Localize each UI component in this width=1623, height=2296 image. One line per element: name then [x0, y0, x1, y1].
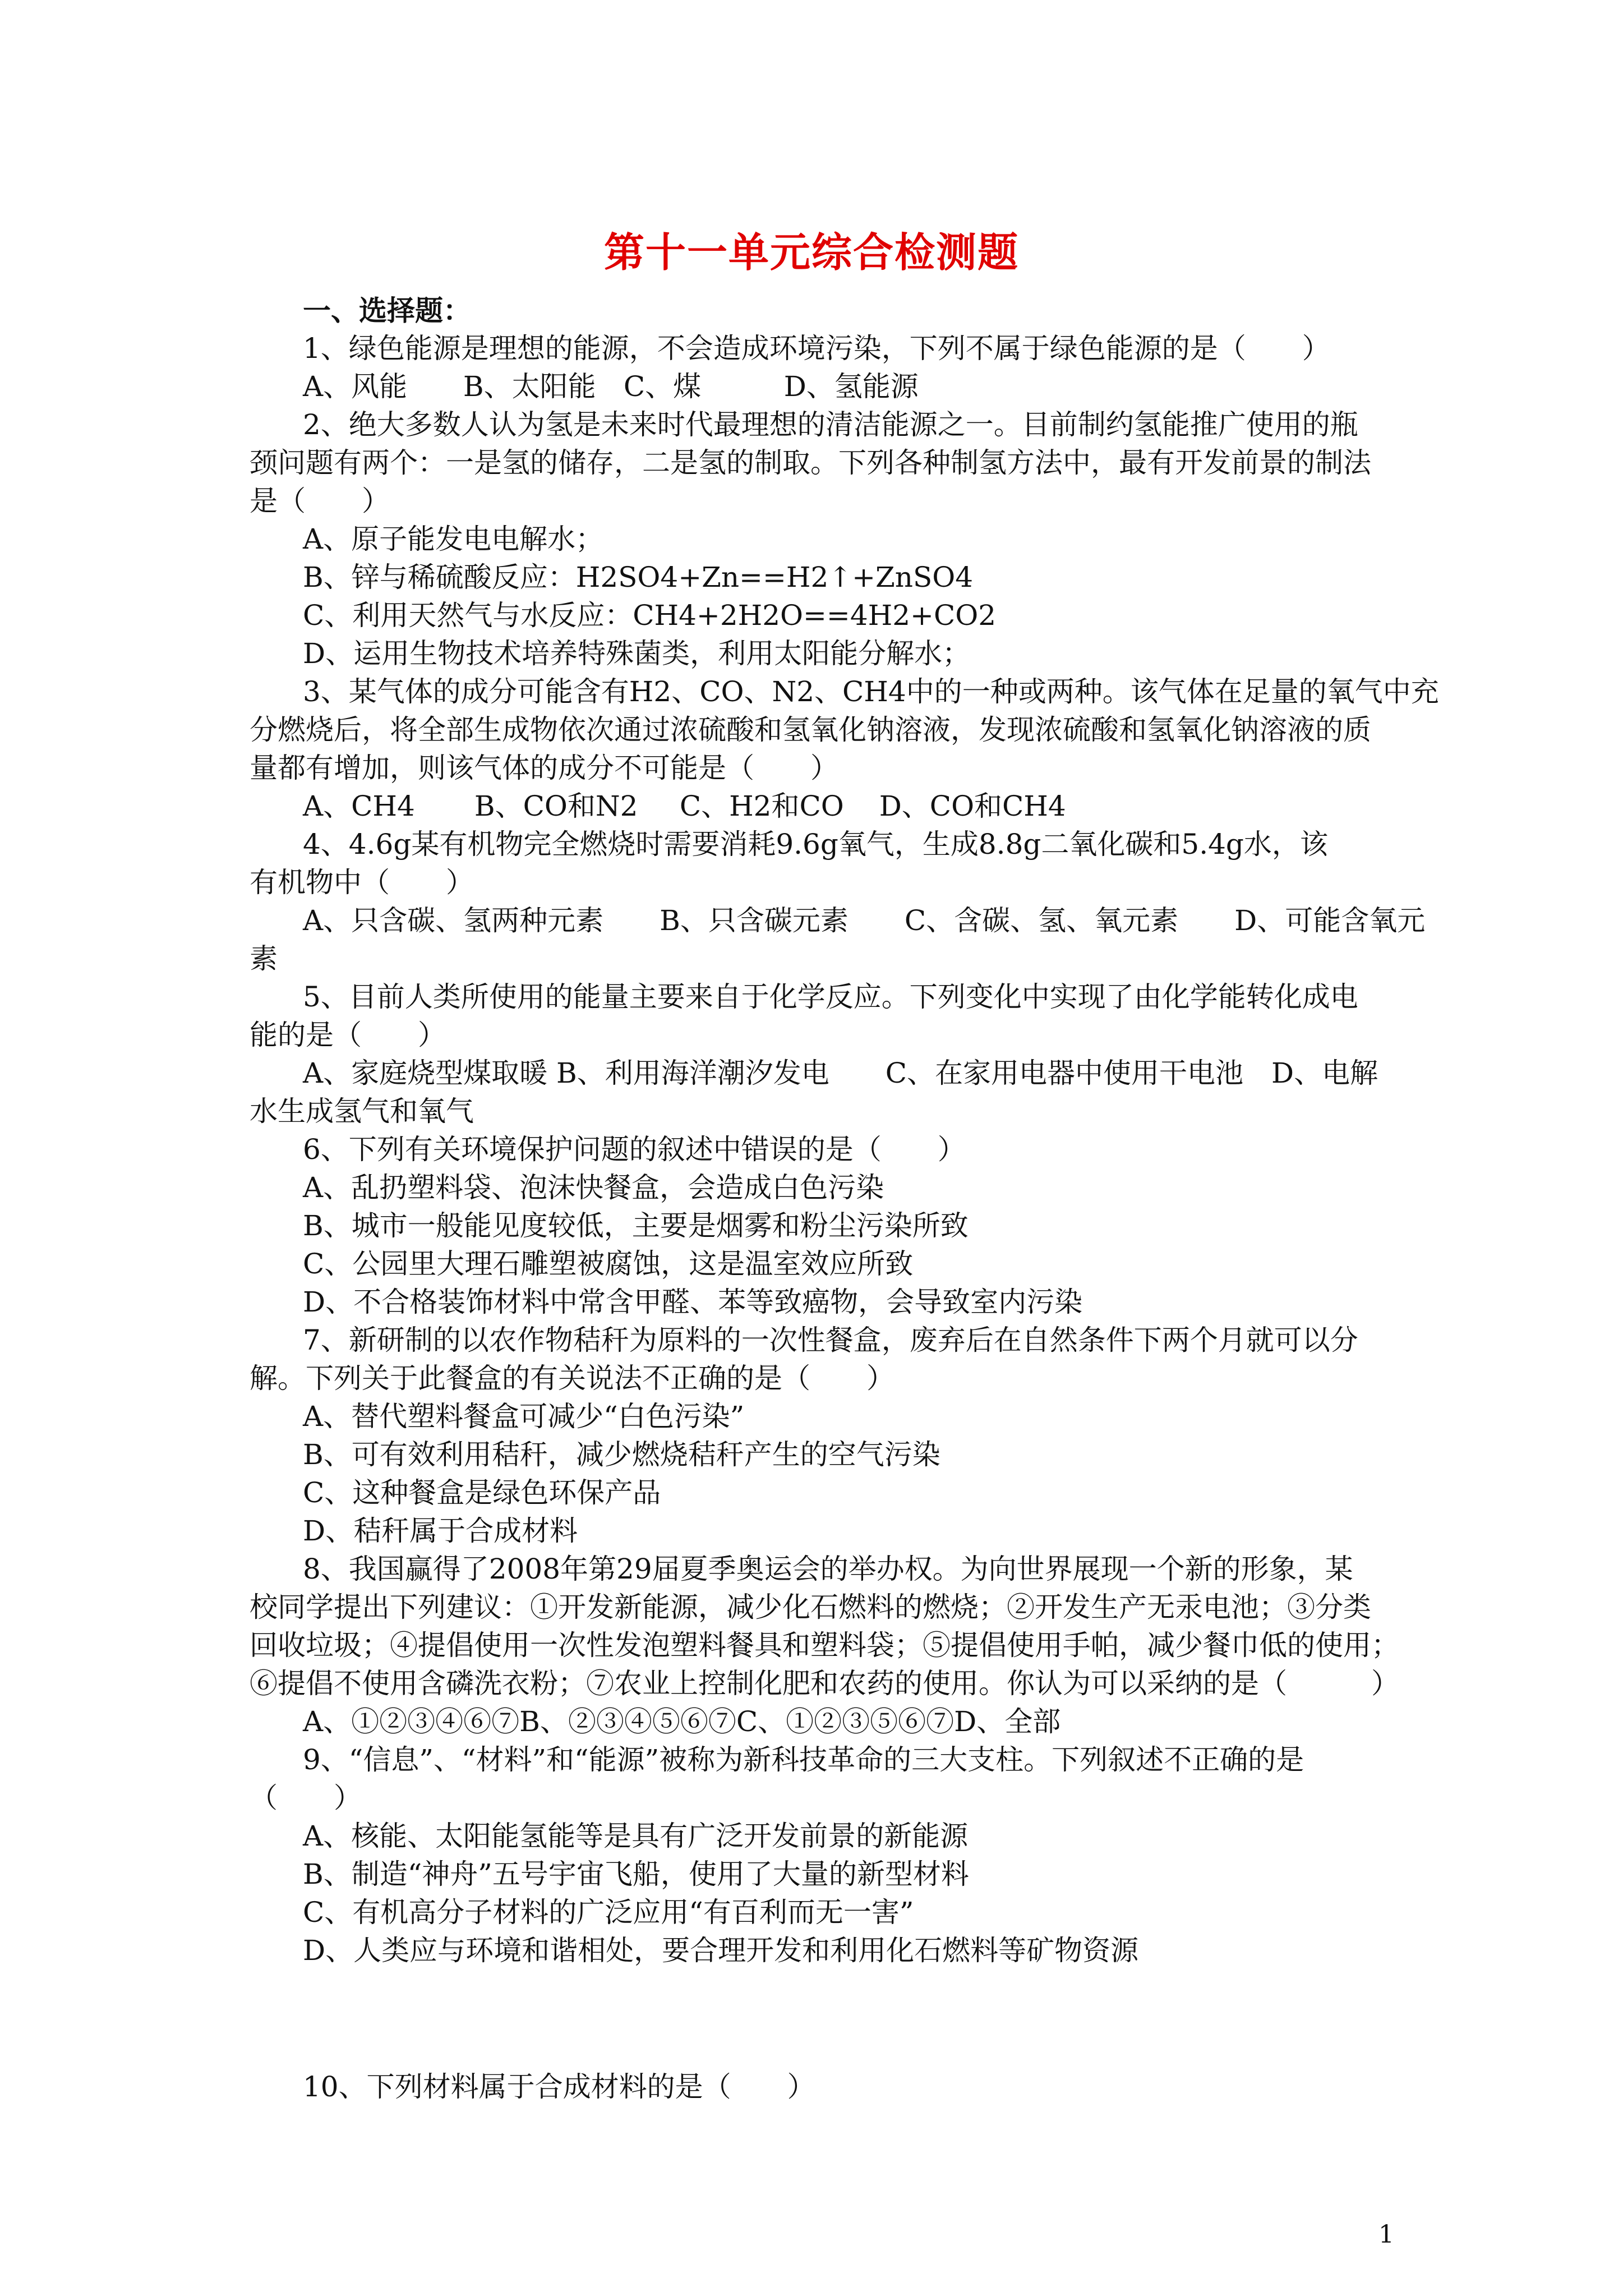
- q1-option-a: A、风能: [303, 370, 408, 403]
- q9-option-d: D、人类应与环境和谐相处，要合理开发和利用化石燃料等矿物资源: [303, 1934, 1139, 1967]
- question-8-line-3: 回收垃圾；④提倡使用一次性发泡塑料餐具和塑料袋；⑤提倡使用手帕，减少餐巾低的使用；: [250, 1629, 1399, 1662]
- q9-option-a: A、核能、太阳能氢能等是具有广泛开发前景的新能源: [303, 1820, 969, 1852]
- q6-option-d: D、不合格装饰材料中常含甲醛、苯等致癌物，会导致室内污染: [303, 1286, 1083, 1318]
- question-3-options: [303, 787, 1458, 825]
- question-4-options: A、只含碳、氢两种元素 B、只含碳元素 C、含碳、氢、氧元素 D、可能含氧元: [303, 904, 1426, 937]
- question-8-options: A、①②③④⑥⑦B、②③④⑤⑥⑦C、①②③⑤⑥⑦D、全部: [303, 1705, 1061, 1738]
- q7-option-d: D、秸秆属于合成材料: [303, 1515, 578, 1547]
- q3-option-b: B、CO和N2: [474, 790, 638, 822]
- question-2-line-2: 颈问题有两个：一是氢的储存，二是氢的制取。下列各种制氢方法中，最有开发前景的制法: [250, 447, 1371, 479]
- q6-option-c: C、公园里大理石雕塑被腐蚀，这是温室效应所致: [303, 1248, 914, 1280]
- document-title: 第十一单元综合检测题: [603, 228, 1019, 276]
- q9-option-c: C、有机高分子材料的广泛应用“有百利而无一害”: [303, 1896, 914, 1929]
- question-5-options-cont: 水生成氢气和氧气: [250, 1095, 474, 1128]
- question-5-line-1: 5、目前人类所使用的能量主要来自于化学反应。下列变化中实现了由化学能转化成电: [303, 981, 1358, 1013]
- q2-option-b: B、锌与稀硫酸反应：H2SO4+Zn==H2↑+ZnSO4: [303, 561, 974, 593]
- question-1-stem: 1、绿色能源是理想的能源，不会造成环境污染，下列不属于绿色能源的是（ ）: [303, 332, 1330, 365]
- section-heading: 一、选择题：: [303, 294, 471, 327]
- q2-option-a: A、原子能发电电解水；: [303, 523, 604, 555]
- question-3-line-1: 3、某气体的成分可能含有H2、CO、N2、CH4中的一种或两种。该气体在足量的氧气中充: [303, 675, 1439, 708]
- question-5-options: A、家庭烧型煤取暖 B、利用海洋潮汐发电 C、在家用电器中使用干电池 D、电解: [303, 1057, 1378, 1089]
- question-9-line-1: 9、“信息”、“材料”和“能源”被称为新科技革命的三大支柱。下列叙述不正确的是: [303, 1743, 1304, 1776]
- question-4-options-cont: 素: [250, 942, 278, 975]
- question-8-line-1: 8、我国赢得了2008年第29届夏季奥运会的举办权。为向世界展现一个新的形象，某: [303, 1553, 1353, 1585]
- q7-option-c: C、这种餐盒是绿色环保产品: [303, 1476, 661, 1509]
- question-4-line-2: 有机物中（ ）: [250, 866, 474, 899]
- question-1-options: [303, 367, 1458, 406]
- question-7-line-2: 解。下列关于此餐盒的有关说法不正确的是（ ）: [250, 1362, 895, 1395]
- q7-option-b: B、可有效利用秸秆，减少燃烧秸秆产生的空气污染: [303, 1438, 940, 1471]
- question-8-line-2: 校同学提出下列建议：①开发新能源，减少化石燃料的燃烧；②开发生产无汞电池；③分类: [250, 1591, 1371, 1623]
- q3-option-c: C、H2和CO: [679, 790, 844, 822]
- question-8-line-4: ⑥提倡不使用含磷洗衣粉；⑦农业上控制化肥和农药的使用。你认为可以采纳的是（ ）: [250, 1667, 1399, 1700]
- question-6-stem: 6、下列有关环境保护问题的叙述中错误的是（ ）: [303, 1133, 966, 1166]
- q3-option-d: D、CO和CH4: [879, 790, 1066, 822]
- question-2-line-3: 是（ ）: [250, 485, 390, 517]
- page-number: 1: [1378, 2220, 1394, 2249]
- q3-option-a: A、CH4: [303, 790, 415, 822]
- question-3-line-2: 分燃烧后，将全部生成物依次通过浓硫酸和氢氧化钠溶液，发现浓硫酸和氢氧化钠溶液的质: [250, 714, 1371, 746]
- q1-option-b: B、太阳能: [463, 370, 596, 403]
- q9-option-b: B、制造“神舟”五号宇宙飞船，使用了大量的新型材料: [303, 1858, 969, 1890]
- question-9-line-2: （ ）: [250, 1782, 362, 1814]
- q2-option-d: D、运用生物技术培养特殊菌类，利用太阳能分解水；: [303, 637, 971, 670]
- q7-option-a: A、替代塑料餐盒可减少“白色污染”: [303, 1400, 745, 1433]
- q1-option-c: C、煤: [623, 370, 702, 403]
- question-2-line-1: 2、绝大多数人认为氢是未来时代最理想的清洁能源之一。目前制约氢能推广使用的瓶: [303, 408, 1358, 441]
- question-10-stem: 10、下列材料属于合成材料的是（ ）: [303, 2070, 815, 2103]
- question-4-line-1: 4、4.6g某有机物完全燃烧时需要消耗9.6g氧气，生成8.8g二氧化碳和5.4g水，该: [303, 828, 1328, 861]
- q6-option-b: B、城市一般能见度较低，主要是烟雾和粉尘污染所致: [303, 1209, 969, 1242]
- q2-option-c: C、利用天然气与水反应：CH4+2H2O==4H2+CO2: [303, 599, 997, 632]
- q6-option-a: A、乱扔塑料袋、泡沫快餐盒，会造成白色污染: [303, 1171, 884, 1204]
- question-7-line-1: 7、新研制的以农作物秸秆为原料的一次性餐盒，废弃后在自然条件下两个月就可以分: [303, 1324, 1358, 1356]
- q1-option-d: D、氢能源: [783, 370, 919, 403]
- question-5-line-2: 能的是（ ）: [250, 1019, 446, 1051]
- question-3-line-3: 量都有增加，则该气体的成分不可能是（ ）: [250, 752, 838, 784]
